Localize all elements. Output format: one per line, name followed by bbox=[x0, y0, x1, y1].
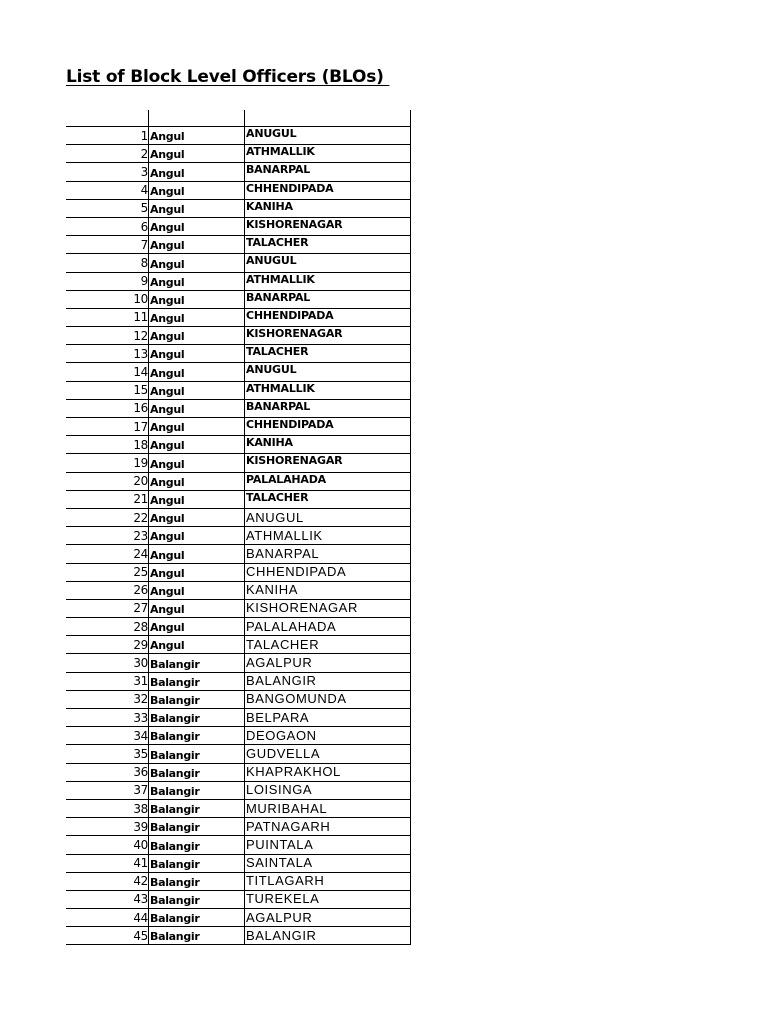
row-number: 37 bbox=[66, 781, 149, 799]
block-name: TALACHER bbox=[245, 490, 411, 508]
row-number: 39 bbox=[66, 818, 149, 836]
row-number: 7 bbox=[66, 236, 149, 254]
district-name: Angul bbox=[149, 545, 245, 563]
row-number: 40 bbox=[66, 836, 149, 854]
table-row bbox=[66, 381, 411, 399]
table-row bbox=[66, 909, 411, 927]
table-row bbox=[66, 781, 411, 799]
row-number: 4 bbox=[66, 181, 149, 199]
block-name: BANARPAL bbox=[245, 399, 411, 417]
district-name: Angul bbox=[149, 345, 245, 363]
row-number: 36 bbox=[66, 763, 149, 781]
blo-table bbox=[66, 110, 411, 945]
district-name: Angul bbox=[149, 272, 245, 290]
row-number: 30 bbox=[66, 654, 149, 672]
district-name: Balangir bbox=[149, 781, 245, 799]
row-number: 25 bbox=[66, 563, 149, 581]
table-header-row bbox=[66, 110, 411, 127]
table-row bbox=[66, 436, 411, 454]
block-name: TITLAGARH bbox=[245, 872, 411, 890]
table-row bbox=[66, 290, 411, 308]
block-name: ATHMALLIK bbox=[245, 527, 411, 545]
table-row bbox=[66, 563, 411, 581]
district-name: Angul bbox=[149, 163, 245, 181]
block-name: BANARPAL bbox=[245, 545, 411, 563]
district-name: Balangir bbox=[149, 909, 245, 927]
block-name: BELPARA bbox=[245, 709, 411, 727]
district-name: Balangir bbox=[149, 836, 245, 854]
block-name: BANGOMUNDA bbox=[245, 690, 411, 708]
table-row bbox=[66, 527, 411, 545]
district-name: Angul bbox=[149, 454, 245, 472]
row-number: 33 bbox=[66, 709, 149, 727]
district-name: Balangir bbox=[149, 690, 245, 708]
row-number: 28 bbox=[66, 618, 149, 636]
table-row bbox=[66, 745, 411, 763]
district-name: Angul bbox=[149, 618, 245, 636]
row-number: 43 bbox=[66, 890, 149, 908]
district-name: Balangir bbox=[149, 745, 245, 763]
row-number: 32 bbox=[66, 690, 149, 708]
block-name: GUDVELLA bbox=[245, 745, 411, 763]
block-name: TALACHER bbox=[245, 636, 411, 654]
table-row bbox=[66, 272, 411, 290]
page-title: List of Block Level Officers (BLOs) bbox=[66, 67, 390, 87]
table-row bbox=[66, 599, 411, 617]
district-name: Angul bbox=[149, 363, 245, 381]
district-name: Balangir bbox=[149, 672, 245, 690]
table-row bbox=[66, 345, 411, 363]
row-number: 13 bbox=[66, 345, 149, 363]
table-row bbox=[66, 327, 411, 345]
district-name: Angul bbox=[149, 181, 245, 199]
block-name: KISHORENAGAR bbox=[245, 599, 411, 617]
block-name: AGALPUR bbox=[245, 654, 411, 672]
district-name: Angul bbox=[149, 490, 245, 508]
block-name: AGALPUR bbox=[245, 909, 411, 927]
block-name: KISHORENAGAR bbox=[245, 217, 411, 235]
row-number: 31 bbox=[66, 672, 149, 690]
row-number: 21 bbox=[66, 490, 149, 508]
row-number: 5 bbox=[66, 199, 149, 217]
district-name: Angul bbox=[149, 418, 245, 436]
table-row bbox=[66, 890, 411, 908]
block-name: CHHENDIPADA bbox=[245, 418, 411, 436]
district-name: Angul bbox=[149, 436, 245, 454]
table-row bbox=[66, 508, 411, 526]
district-name: Angul bbox=[149, 636, 245, 654]
row-number: 44 bbox=[66, 909, 149, 927]
table-row bbox=[66, 672, 411, 690]
district-name: Angul bbox=[149, 472, 245, 490]
block-name: MURIBAHAL bbox=[245, 799, 411, 817]
district-name: Balangir bbox=[149, 872, 245, 890]
table-row bbox=[66, 308, 411, 326]
row-number: 9 bbox=[66, 272, 149, 290]
table-row bbox=[66, 363, 411, 381]
block-name: ANUGUL bbox=[245, 363, 411, 381]
table-row bbox=[66, 836, 411, 854]
header-cell-number bbox=[66, 110, 149, 127]
district-name: Angul bbox=[149, 563, 245, 581]
row-number: 41 bbox=[66, 854, 149, 872]
row-number: 24 bbox=[66, 545, 149, 563]
district-name: Balangir bbox=[149, 709, 245, 727]
block-name: ANUGUL bbox=[245, 254, 411, 272]
district-name: Angul bbox=[149, 127, 245, 145]
block-name: KANIHA bbox=[245, 436, 411, 454]
row-number: 19 bbox=[66, 454, 149, 472]
table-row bbox=[66, 399, 411, 417]
district-name: Angul bbox=[149, 290, 245, 308]
block-name: KANIHA bbox=[245, 581, 411, 599]
row-number: 16 bbox=[66, 399, 149, 417]
table-row bbox=[66, 927, 411, 945]
block-name: TALACHER bbox=[245, 236, 411, 254]
block-name: LOISINGA bbox=[245, 781, 411, 799]
district-name: Angul bbox=[149, 399, 245, 417]
block-name: CHHENDIPADA bbox=[245, 181, 411, 199]
block-name: TUREKELA bbox=[245, 890, 411, 908]
row-number: 3 bbox=[66, 163, 149, 181]
district-name: Angul bbox=[149, 199, 245, 217]
district-name: Balangir bbox=[149, 890, 245, 908]
block-name: ANUGUL bbox=[245, 508, 411, 526]
table-row bbox=[66, 872, 411, 890]
block-name: PALALAHADA bbox=[245, 472, 411, 490]
table-row bbox=[66, 618, 411, 636]
row-number: 15 bbox=[66, 381, 149, 399]
block-name: ATHMALLIK bbox=[245, 381, 411, 399]
table-row bbox=[66, 236, 411, 254]
row-number: 12 bbox=[66, 327, 149, 345]
header-cell-block bbox=[245, 110, 411, 127]
block-name: ATHMALLIK bbox=[245, 145, 411, 163]
district-name: Angul bbox=[149, 236, 245, 254]
district-name: Balangir bbox=[149, 727, 245, 745]
table-row bbox=[66, 217, 411, 235]
block-name: PATNAGARH bbox=[245, 818, 411, 836]
table-row bbox=[66, 199, 411, 217]
district-name: Angul bbox=[149, 599, 245, 617]
table-row bbox=[66, 818, 411, 836]
row-number: 14 bbox=[66, 363, 149, 381]
district-name: Angul bbox=[149, 254, 245, 272]
row-number: 1 bbox=[66, 127, 149, 145]
row-number: 29 bbox=[66, 636, 149, 654]
district-name: Balangir bbox=[149, 799, 245, 817]
table-row bbox=[66, 636, 411, 654]
block-name: KISHORENAGAR bbox=[245, 327, 411, 345]
header-cell-district bbox=[149, 110, 245, 127]
block-name: DEOGAON bbox=[245, 727, 411, 745]
row-number: 20 bbox=[66, 472, 149, 490]
table-row bbox=[66, 145, 411, 163]
row-number: 27 bbox=[66, 599, 149, 617]
row-number: 17 bbox=[66, 418, 149, 436]
district-name: Angul bbox=[149, 381, 245, 399]
row-number: 34 bbox=[66, 727, 149, 745]
block-name: BANARPAL bbox=[245, 290, 411, 308]
table-row bbox=[66, 163, 411, 181]
row-number: 2 bbox=[66, 145, 149, 163]
table-row bbox=[66, 690, 411, 708]
block-name: PALALAHADA bbox=[245, 618, 411, 636]
block-name: ATHMALLIK bbox=[245, 272, 411, 290]
table-row bbox=[66, 727, 411, 745]
block-name: CHHENDIPADA bbox=[245, 563, 411, 581]
district-name: Balangir bbox=[149, 654, 245, 672]
table-row bbox=[66, 127, 411, 145]
blo-table-body bbox=[66, 110, 411, 945]
block-name: BALANGIR bbox=[245, 672, 411, 690]
block-name: KANIHA bbox=[245, 199, 411, 217]
row-number: 35 bbox=[66, 745, 149, 763]
row-number: 22 bbox=[66, 508, 149, 526]
row-number: 8 bbox=[66, 254, 149, 272]
table-row bbox=[66, 472, 411, 490]
block-name: ANUGUL bbox=[245, 127, 411, 145]
district-name: Angul bbox=[149, 217, 245, 235]
district-name: Balangir bbox=[149, 854, 245, 872]
district-name: Angul bbox=[149, 308, 245, 326]
block-name: CHHENDIPADA bbox=[245, 308, 411, 326]
row-number: 26 bbox=[66, 581, 149, 599]
table-row bbox=[66, 581, 411, 599]
row-number: 45 bbox=[66, 927, 149, 945]
table-row bbox=[66, 418, 411, 436]
table-row bbox=[66, 799, 411, 817]
table-row bbox=[66, 654, 411, 672]
table-row bbox=[66, 254, 411, 272]
table-row bbox=[66, 854, 411, 872]
block-name: SAINTALA bbox=[245, 854, 411, 872]
table-row bbox=[66, 490, 411, 508]
table-row bbox=[66, 181, 411, 199]
district-name: Angul bbox=[149, 145, 245, 163]
table-row bbox=[66, 709, 411, 727]
district-name: Balangir bbox=[149, 818, 245, 836]
district-name: Balangir bbox=[149, 927, 245, 945]
row-number: 11 bbox=[66, 308, 149, 326]
block-name: KISHORENAGAR bbox=[245, 454, 411, 472]
row-number: 42 bbox=[66, 872, 149, 890]
district-name: Angul bbox=[149, 508, 245, 526]
row-number: 38 bbox=[66, 799, 149, 817]
block-name: BALANGIR bbox=[245, 927, 411, 945]
block-name: KHAPRAKHOL bbox=[245, 763, 411, 781]
table-row bbox=[66, 454, 411, 472]
block-name: PUINTALA bbox=[245, 836, 411, 854]
table-row bbox=[66, 545, 411, 563]
row-number: 10 bbox=[66, 290, 149, 308]
row-number: 23 bbox=[66, 527, 149, 545]
row-number: 18 bbox=[66, 436, 149, 454]
district-name: Angul bbox=[149, 581, 245, 599]
row-number: 6 bbox=[66, 217, 149, 235]
table-row bbox=[66, 763, 411, 781]
district-name: Balangir bbox=[149, 763, 245, 781]
district-name: Angul bbox=[149, 527, 245, 545]
district-name: Angul bbox=[149, 327, 245, 345]
block-name: BANARPAL bbox=[245, 163, 411, 181]
block-name: TALACHER bbox=[245, 345, 411, 363]
